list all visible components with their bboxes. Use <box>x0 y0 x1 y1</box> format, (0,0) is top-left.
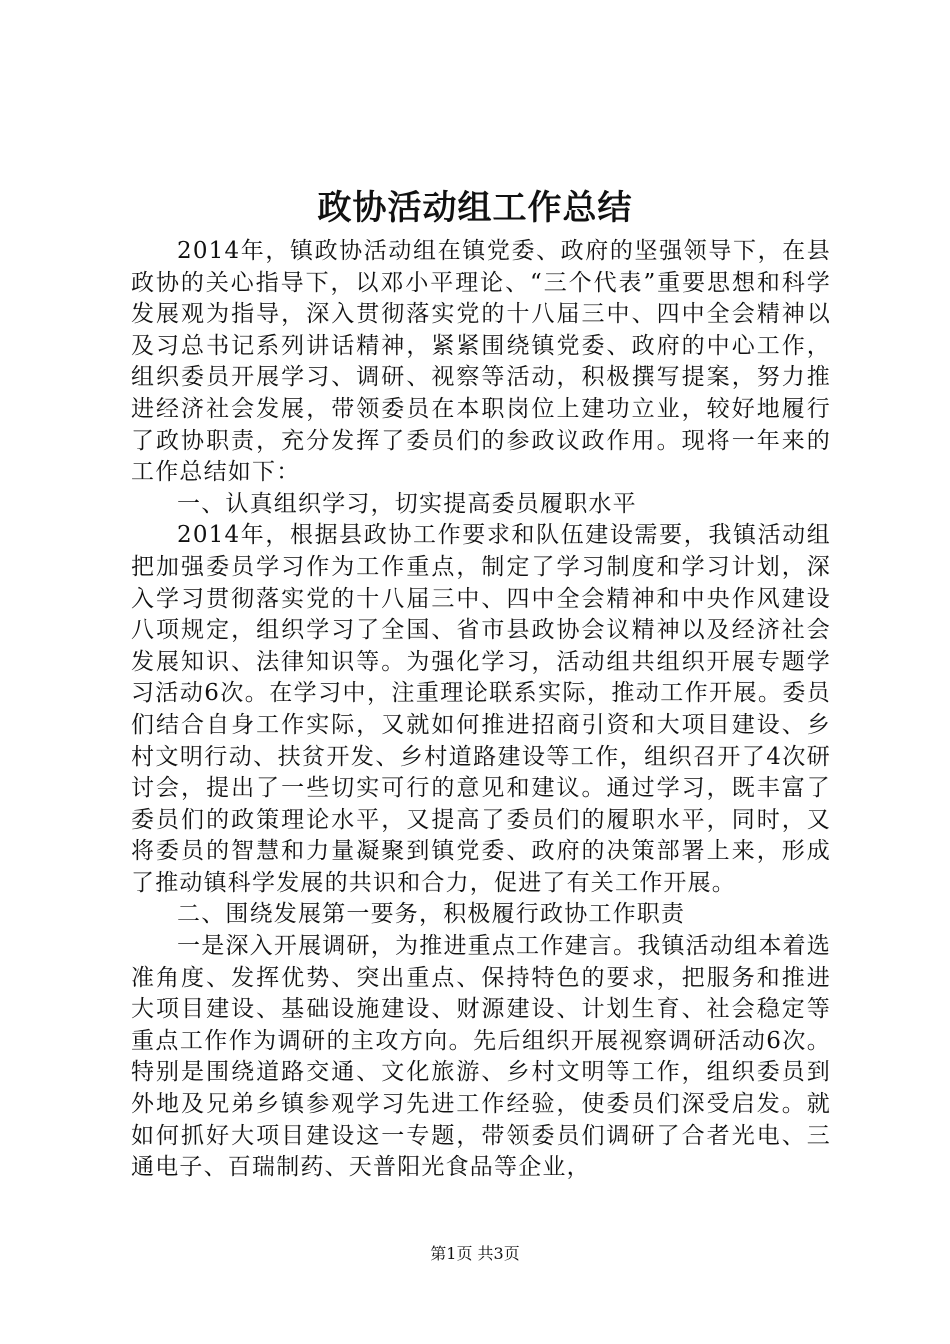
intro-paragraph: 2014年，镇政协活动组在镇党委、政府的坚强领导下，在县政协的关心指导下，以邓小平理论、“三个代表”重要思想和科学发展观为指导，深入贯彻落实党的十八届三中、四中全会精神以及习总书记系列讲话精神，紧紧围绕镇党委、政府的中心工作，组织委员开展学习、调研、视察等活动，积极撰写提案，努力推进经济社会发展，带领委员在本职岗位上建功立业，较好地履行了政协职责，充分发挥了委员们的参政议政作用。现将一年来的工作总结如下： <box>131 238 831 486</box>
section-heading-2: 二、围绕发展第一要务，积极履行政协工作职责 <box>177 901 686 928</box>
page-footer: 第1页 共3页 <box>430 1244 520 1263</box>
section-2-paragraph: 一是深入开展调研，为推进重点工作建言。我镇活动组本着选准角度、发挥优势、突出重点、保持特色的要求，把服务和推进大项目建设、基础设施建设、财源建设、计划生育、社会稳定等重点工作作为调研的主攻方向。先后组织开展视察调研活动6次。特别是围绕道路交通、文化旅游、乡村文明等工作，组织委员到外地及兄弟乡镇参观学习先进工作经验，使委员们深受启发。就如何抓好大项目建设这一专题，带领委员们调研了合者光电、三通电子、百瑞制药、天普阳光食品等企业， <box>131 933 831 1181</box>
section-1-paragraph: 2014年，根据县政协工作要求和队伍建设需要，我镇活动组把加强委员学习作为工作重点，制定了学习制度和学习计划，深入学习贯彻落实党的十八届三中、四中全会精神和中央作风建设八项规定，组织学习了全国、省市县政协会议精神以及经济社会发展知识、法律知识等。为强化学习，活动组共组织开展专题学习活动6次。在学习中，注重理论联系实际，推动工作开展。委员们结合自身工作实际，又就如何推进招商引资和大项目建设、乡村文明行动、扶贫开发、乡村道路建设等工作，组织召开了4次研讨会，提出了一些切实可行的意见和建议。通过学习，既丰富了委员们的政策理论水平，又提高了委员们的履职水平，同时，又将委员的智慧和力量凝聚到镇党委、政府的决策部署上来，形成了推动镇科学发展的共识和合力，促进了有关工作开展。 <box>131 522 831 896</box>
section-heading-1: 一、认真组织学习，切实提高委员履职水平 <box>177 490 637 517</box>
document-body <box>131 236 831 1184</box>
document-title: 政协活动组工作总结 <box>317 188 633 228</box>
